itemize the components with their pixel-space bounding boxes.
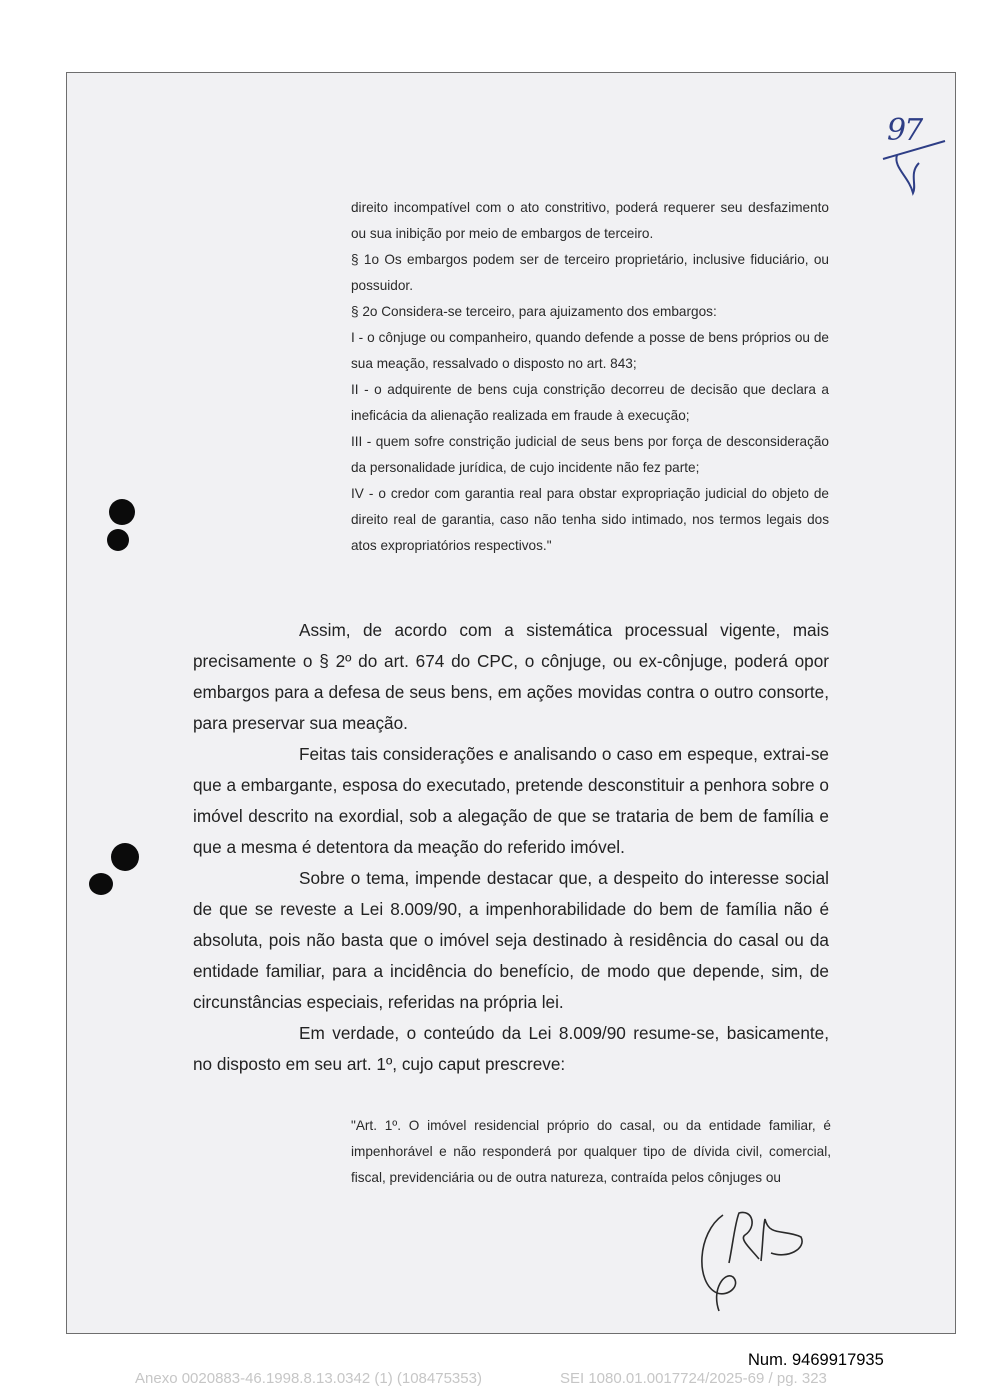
punch-hole-1 bbox=[109, 499, 135, 525]
handwritten-page-number: 97 bbox=[887, 113, 922, 148]
handwritten-signature bbox=[689, 1193, 819, 1318]
quote-line: "Art. 1º. O imóvel residencial próprio do casal, ou da entidade familiar, é impenhorável e não responderá por qualquer tipo de dívida civil, comercial, fiscal, previdenciária ou de outra natureza, contraída pelos cônjuges ou bbox=[351, 1118, 831, 1185]
quote-line: direito incompatível com o ato constritivo, poderá requerer seu desfazimento ou sua inibição por meio de embargos de terceiro. bbox=[351, 200, 829, 241]
body-paragraph: Em verdade, o conteúdo da Lei 8.009/90 resume-se, basicamente, no disposto em seu art. 1º, cujo caput prescreve: bbox=[193, 1023, 829, 1074]
footer-annex-reference: Anexo 0020883-46.1998.8.13.0342 (1) (108475353) bbox=[135, 1370, 482, 1387]
body-text bbox=[193, 615, 829, 1080]
quote-line: § 2o Considera-se terceiro, para ajuizamento dos embargos: bbox=[351, 304, 717, 319]
legal-quote-lei-8009 bbox=[351, 1113, 831, 1191]
body-paragraph: Sobre o tema, impende destacar que, a despeito do interesse social de que se reveste a Lei 8.009/90, a impenhorabilidade do bem de família não é absoluta, pois não basta que o imóvel seja destinado à residência do casal ou da entidade familiar, para a incidência do benefício, de modo que depende, sim, de circunstâncias especiais, referidas na própria lei. bbox=[193, 868, 829, 1012]
quote-line: § 1o Os embargos podem ser de terceiro proprietário, inclusive fiduciário, ou possuidor. bbox=[351, 252, 829, 293]
punch-hole-2 bbox=[107, 529, 129, 551]
quote-line: II - o adquirente de bens cuja constrição decorreu de decisão que declara a ineficácia da alienação realizada em fraude à execução; bbox=[351, 382, 829, 423]
body-paragraph: Assim, de acordo com a sistemática processual vigente, mais precisamente o § 2º do art. 674 do CPC, o cônjuge, ou ex-cônjuge, poderá opor embargos para a defesa de seus bens, em ações movidas contra o outro consorte, para preservar sua meação. bbox=[193, 620, 829, 733]
quote-line: IV - o credor com garantia real para obstar expropriação judicial do objeto de direito real de garantia, caso não tenha sido intimado, nos termos legais dos atos expropriatórios respectivos." bbox=[351, 486, 829, 553]
punch-hole-3 bbox=[111, 843, 139, 871]
document-number: Num. 9469917935 bbox=[748, 1351, 884, 1369]
punch-hole-4 bbox=[89, 873, 113, 895]
body-paragraph: Feitas tais considerações e analisando o caso em espeque, extrai-se que a embargante, esposa do executado, pretende desconstituir a penhora sobre o imóvel descrito na exordial, sob a alegação de que se trataria de bem de família e que a mesma é detentora da meação do referido imóvel. bbox=[193, 744, 829, 857]
footer-sei-reference: SEI 1080.01.0017724/2025-69 / pg. 323 bbox=[560, 1370, 827, 1387]
quote-line: I - o cônjuge ou companheiro, quando defende a posse de bens próprios ou de sua meação, ressalvado o disposto no art. 843; bbox=[351, 330, 829, 371]
handwritten-initial-mark bbox=[879, 137, 949, 197]
legal-quote-art-674 bbox=[351, 195, 829, 559]
scanned-page bbox=[66, 72, 956, 1334]
quote-line: III - quem sofre constrição judicial de seus bens por força de desconsideração da personalidade jurídica, de cujo incidente não fez parte; bbox=[351, 434, 829, 475]
